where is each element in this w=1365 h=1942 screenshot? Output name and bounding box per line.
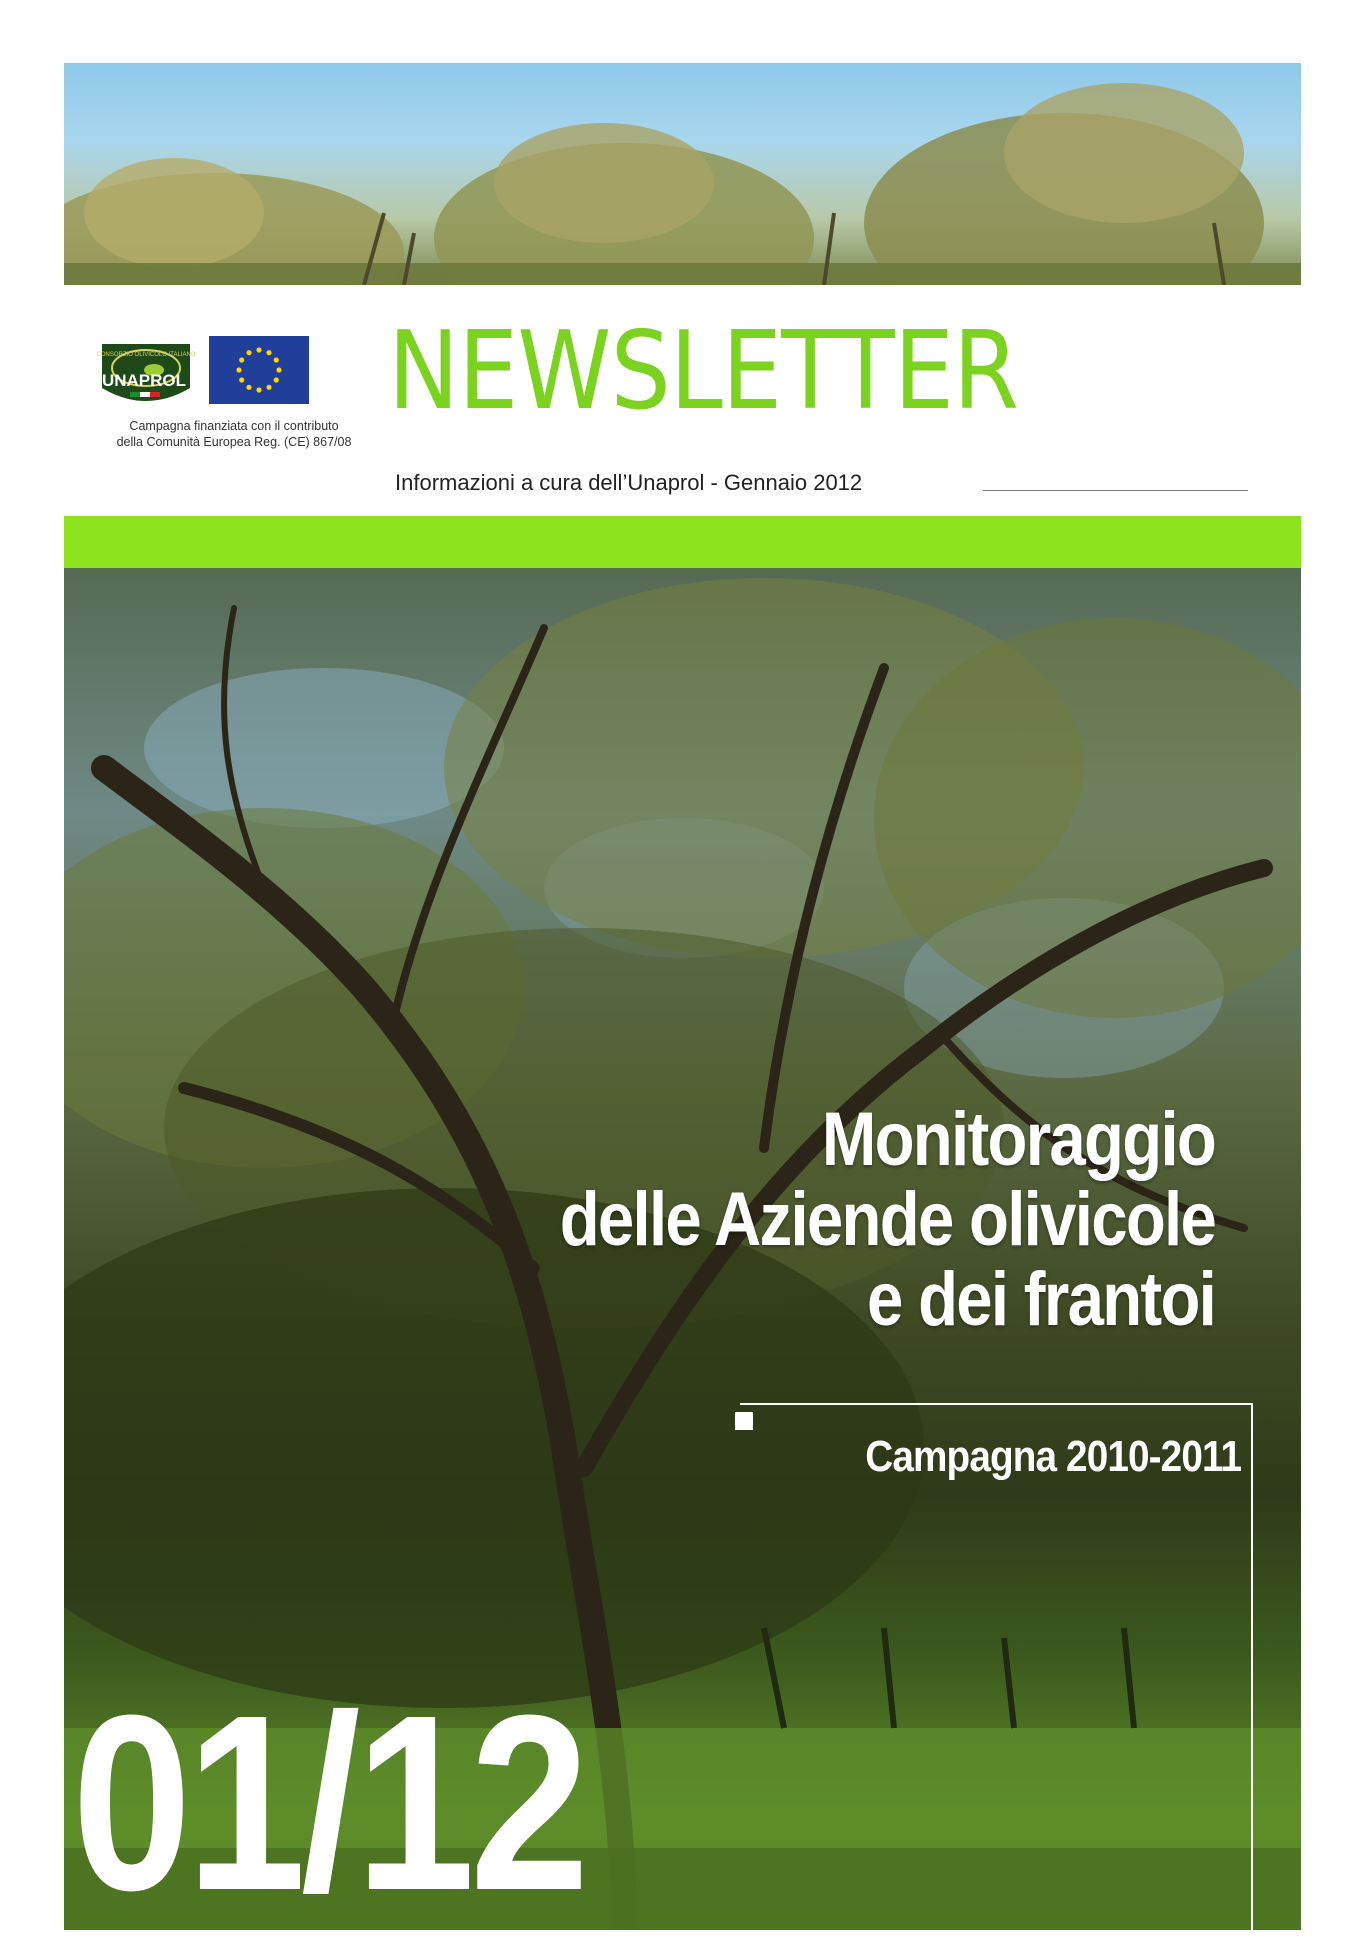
- eu-flag-icon: [209, 336, 309, 404]
- headline-line3: e dei frantoi: [866, 1257, 1215, 1342]
- issue-number: 01/12: [72, 1663, 585, 1942]
- newsletter-subtitle: Informazioni a cura dell’Unaprol - Gennaio 2012: [395, 470, 863, 495]
- top-olive-tree-photo: [64, 63, 1301, 285]
- unaprol-logo-text: UNAPROL: [101, 371, 187, 390]
- headline-line1: Monitoraggio: [821, 1097, 1215, 1182]
- green-band: [64, 516, 1301, 568]
- funding-note-line2: della Comunità Europea Reg. (CE) 867/08: [116, 435, 352, 449]
- unaprol-ring-text: CONSORZIO OLIVICOLO ITALIANO: [96, 352, 196, 358]
- frame-right-line: [1251, 1403, 1253, 1930]
- cover-headline: [559, 1097, 1215, 1342]
- frame-top-line: [740, 1403, 1253, 1405]
- funding-note: [94, 418, 374, 450]
- newsletter-title: NEWSLETTER: [388, 309, 1019, 434]
- campaign-label: Campagna 2010-2011: [865, 1432, 1241, 1481]
- subtitle-rule: [983, 490, 1248, 491]
- funding-note-line1: Campagna finanziata con il contributo: [129, 419, 339, 433]
- unaprol-logo: [94, 336, 198, 412]
- logos-group: [94, 332, 354, 449]
- headline-line2: delle Aziende olivicole: [559, 1177, 1215, 1262]
- frame-square-marker: [735, 1412, 753, 1430]
